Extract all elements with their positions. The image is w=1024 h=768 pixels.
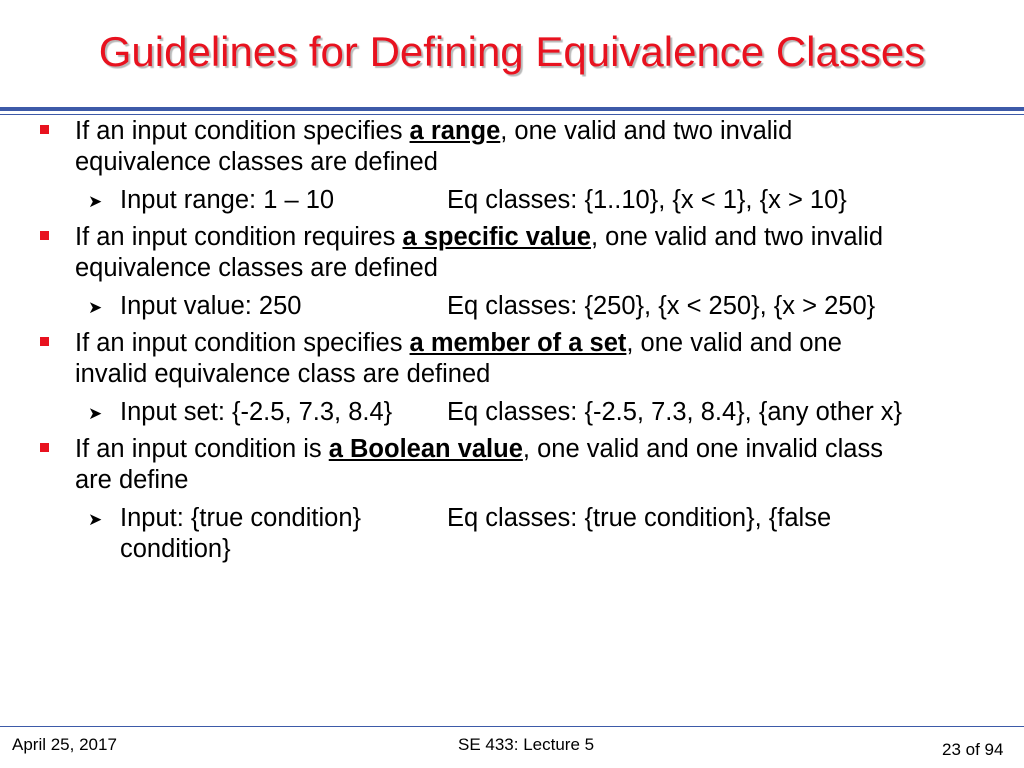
sub-bullet xyxy=(120,185,1000,216)
bullet-line: If an input condition requires a specific value, one valid and two invalid xyxy=(75,223,884,251)
eq-classes: Eq classes: {250}, {x < 250}, {x > 250} xyxy=(447,292,876,320)
arrowhead-bullet-icon: ➤ xyxy=(88,192,103,211)
bullet-line: If an input condition specifies a member of a set, one valid and one xyxy=(75,329,842,357)
footer-divider xyxy=(0,726,1024,727)
eq-classes: Eq classes: {1..10}, {x < 1}, {x > 10} xyxy=(447,186,847,214)
input-label: Input set: {-2.5, 7.3, 8.4} xyxy=(120,398,393,426)
title-divider-thin xyxy=(0,114,1024,115)
sub-bullet xyxy=(120,291,1000,322)
square-bullet-icon xyxy=(40,337,49,346)
footer-page-number: 23 of 94 xyxy=(942,740,1004,759)
bullet-continuation: equivalence classes are defined xyxy=(75,254,438,282)
sub-bullet xyxy=(120,503,1000,534)
sub-bullet xyxy=(120,397,1000,428)
bullet-line: If an input condition specifies a range, one valid and two invalid xyxy=(75,117,793,145)
square-bullet-icon xyxy=(40,231,49,240)
square-bullet-icon xyxy=(40,443,49,452)
sub-bullet-continuation: condition} xyxy=(120,535,231,563)
emphasis-text: a member of a set xyxy=(409,329,627,357)
arrowhead-bullet-icon: ➤ xyxy=(88,404,103,423)
square-bullet-icon xyxy=(40,125,49,134)
input-label: Input range: 1 – 10 xyxy=(120,186,335,214)
arrowhead-bullet-icon: ➤ xyxy=(88,298,103,317)
emphasis-text: a Boolean value xyxy=(328,435,523,463)
eq-classes: Eq classes: {-2.5, 7.3, 8.4}, {any other x} xyxy=(447,398,903,426)
input-label: Input value: 250 xyxy=(120,292,302,320)
bullet-continuation: are define xyxy=(75,466,189,494)
bullet-continuation: invalid equivalence class are defined xyxy=(75,360,491,388)
eq-classes: Eq classes: {true condition}, {false xyxy=(447,504,832,532)
bullet-continuation: equivalence classes are defined xyxy=(75,148,438,176)
emphasis-text: a range xyxy=(409,117,501,145)
footer-date: April 25, 2017 xyxy=(12,735,117,754)
bullet-line: If an input condition is a Boolean value, one valid and one invalid class xyxy=(75,435,883,463)
arrowhead-bullet-icon: ➤ xyxy=(88,510,103,529)
emphasis-text: a specific value xyxy=(402,223,591,251)
input-label: Input: {true condition} xyxy=(120,504,362,532)
title-divider-thick xyxy=(0,107,1024,111)
footer-course: SE 433: Lecture 5 xyxy=(458,735,595,754)
slide-title: Guidelines for Defining Equivalence Classes xyxy=(98,28,926,75)
